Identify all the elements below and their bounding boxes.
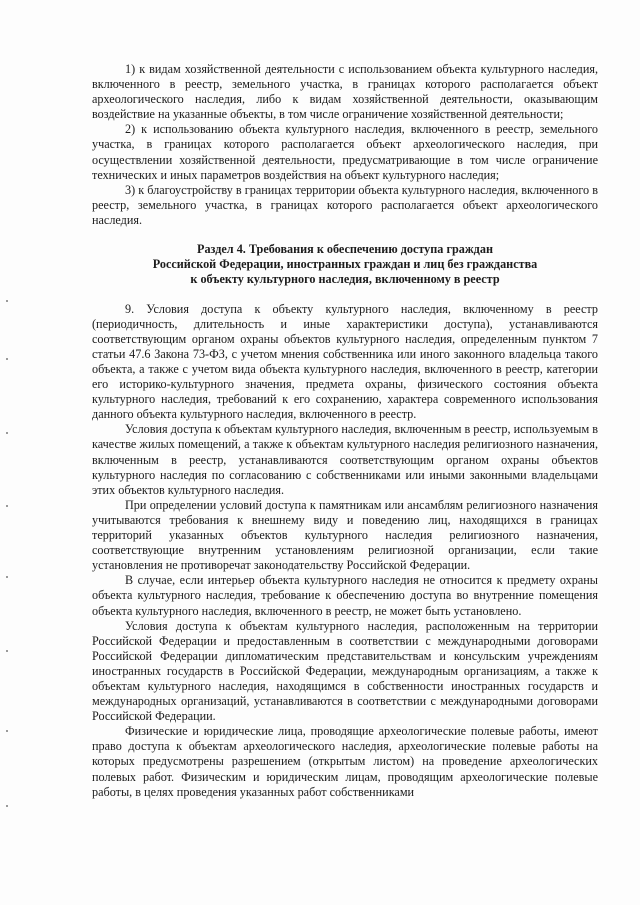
section-spacer (92, 288, 598, 302)
paragraph-item-3: 3) к благоустройству в границах территории объекта культурного наследия, включенного в реестр, земельного участка, в границах которого располагается объект археологического наследия. (92, 182, 598, 227)
paragraph-item-1: 1) к видам хозяйственной деятельности с использованием объекта культурного наследия, включенного в реестр, земельного участка, в границах которого располагается объект археологического наследия, либо к видам хозяйственной деятельности, оказывающим воздействие на указанные объекты, в том числе ограничение хозяйственной деятельности; (92, 62, 598, 122)
paragraph-interior: В случае, если интерьер объекта культурного наследия не относится к предмету охраны объекта культурного наследия, требование к обеспечению доступа во внутренние помещения объекта культурного наследия, включенного в реестр, не может быть установлено. (92, 573, 598, 618)
paragraph-item-2: 2) к использованию объекта культурного наследия, включенного в реестр, земельного участка, в границах которого располагается объект археологического наследия, при осуществлении хозяйственной деятельности, предусматривающие в том числе ограничение технических и иных параметров воздействия на объект культурного наследия; (92, 122, 598, 182)
section-heading-line-1: Раздел 4. Требования к обеспечению доступа граждан (197, 242, 493, 257)
paragraph-religious-conditions: При определении условий доступа к памятникам или ансамблям религиозного назначения учитываются требования к внешнему виду и поведению лиц, находящихся в границах территорий указанных объектов культурного наследия религиозного назначения, соответствующие внутренним установлениям религиозной организации, если такие установления не противоречат законодательству Российской Федерации. (92, 497, 598, 573)
section-heading (92, 242, 598, 288)
section-heading-line-3: к объекту культурного наследия, включенному в реестр (190, 272, 500, 287)
paragraph-archaeological: Физические и юридические лица, проводящие археологические полевые работы, имеют право доступа к объектам археологического наследия, археологические полевые работы на которых предусмотрены разрешением (открытым листом) на проведение археологических полевых работ. Физическим и юридическим лицам, проводящим археологические полевые работы, в целях проведения указанных работ собственниками (92, 724, 598, 799)
document-body (92, 62, 598, 800)
paragraph-residential-religious: Условия доступа к объектам культурного наследия, включенным в реестр, используемым в качестве жилых помещений, а также к объектам культурного наследия религиозного назначения, включенным в реестр, устанавливаются соответствующим органом охраны объектов культурного наследия по согласованию с собственниками или иными законными владельцами этих объектов культурного наследия. (92, 422, 598, 497)
scan-edge-marks (6, 300, 10, 860)
section-heading-line-2: Российской Федерации, иностранных граждан и лиц без гражданства (152, 257, 538, 272)
paragraph-9: 9. Условия доступа к объекту культурного наследия, включенному в реестр (периодичность, длительность и иные характеристики доступа), устанавливаются соответствующим органом охраны объектов культурного наследия, определенным пунктом 7 статьи 47.6 Закона 73-ФЗ, с учетом мнения собственника или иного законного владельца такого объекта, а также с учетом вида объекта культурного наследия, включенного в реестр, категории его историко-культурного значения, предмета охраны, физического состояния объекта культурного наследия, требований к его сохранению, характера современного использования данного объекта культурного наследия, включенного в реестр. (92, 301, 598, 422)
paragraph-international: Условия доступа к объектам культурного наследия, расположенным на территории Российской Федерации и предоставленным в соответствии с международными договорами Российской Федерации дипломатическим представительствам и консульским учреждениям иностранных государств в Российской Федерации, международным организациям, а также к объектам культурного наследия, находящимся в собственности иностранных государств и международных организаций, устанавливаются в соответствии с международными договорами Российской Федерации. (92, 618, 598, 724)
section-spacer (92, 228, 598, 242)
